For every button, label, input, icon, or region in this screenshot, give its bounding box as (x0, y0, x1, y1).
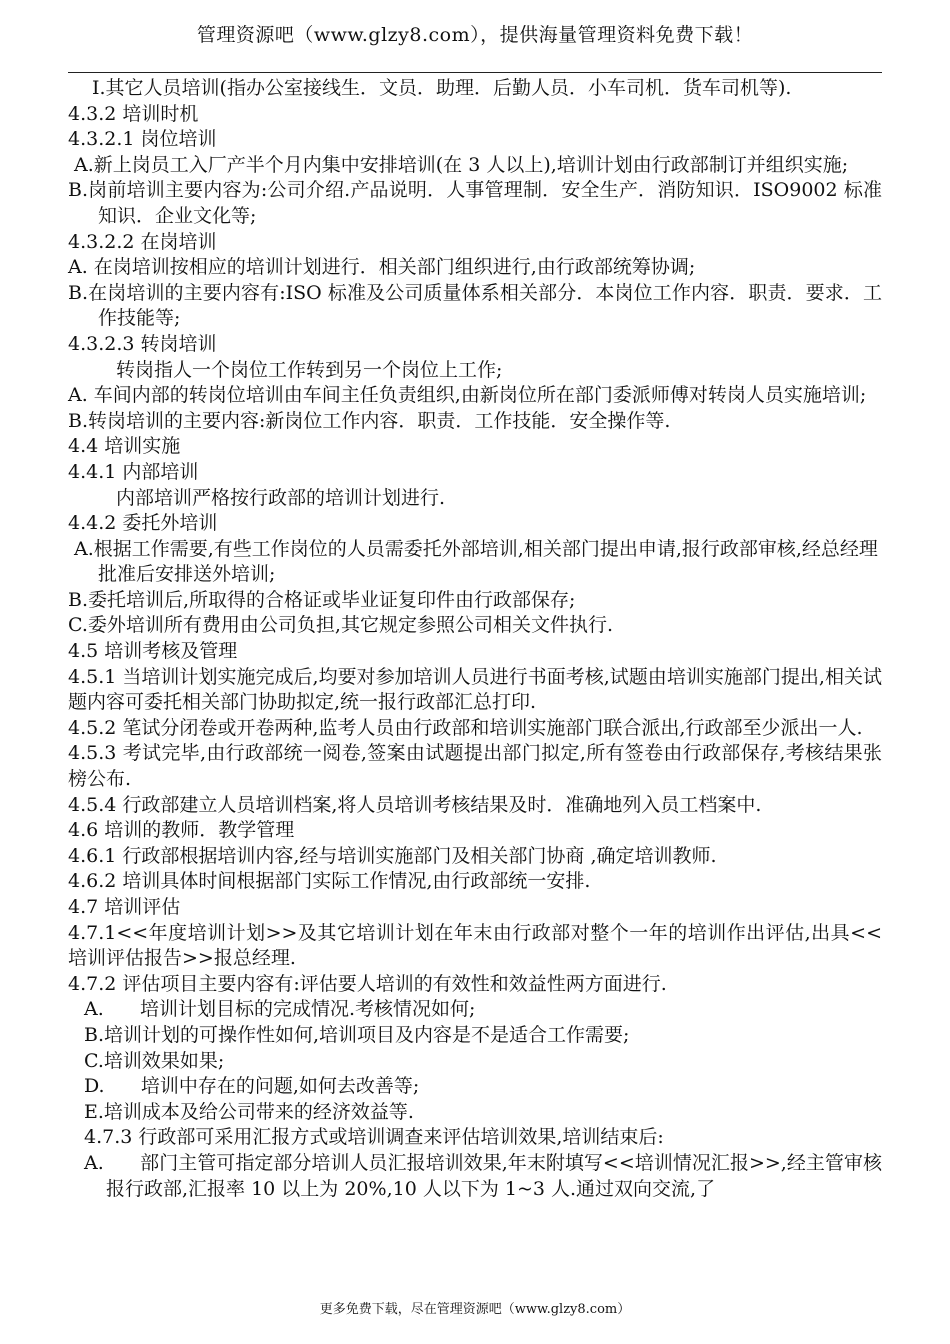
section-heading: 4.7 培训评估 (68, 896, 181, 918)
paragraph: 4.6.2 培训具体时间根据部门实际工作情况,由行政部统一安排. (68, 870, 591, 893)
list-item: C.委外培训所有费用由公司负担,其它规定参照公司相关文件执行. (68, 614, 613, 637)
list-item: B.培训计划的可操作性如何,培训项目及内容是不是适合工作需要; (84, 1023, 630, 1046)
section-heading: 4.6 培训的教师．教学管理 (68, 819, 295, 842)
list-item: B.岗前培训主要内容为:公司介绍.产品说明．人事管理制．安全生产．消防知识．ISO9002 标准知识．企业文化等; (68, 179, 882, 227)
list-item: B.在岗培训的主要内容有:ISO 标准及公司质量体系相关部分．本岗位工作内容．职责．要求．工作技能等; (68, 281, 882, 330)
section-heading: 4.5 培训考核及管理 (68, 640, 238, 663)
paragraph: 内部培训严格按行政部的培训计划进行. (116, 486, 446, 509)
section-heading: 4.3.2.3 转岗培训 (68, 332, 217, 355)
paragraph: I.其它人员培训(指办公室接线生．文员．助理．后勤人员．小车司机．货车司机等). (92, 77, 792, 99)
list-item: B.转岗培训的主要内容:新岗位工作内容．职责．工作技能．安全操作等. (68, 409, 671, 432)
list-item: C.培训效果如果; (84, 1049, 225, 1072)
paragraph: 4.6.1 行政部根据培训内容,经与培训实施部门及相关部门协商 ,确定培训教师. (68, 844, 717, 867)
section-heading: 4.4.1 内部培训 (68, 460, 199, 483)
header-rule (68, 72, 882, 73)
list-item: A.新上岗员工入厂产半个月内集中安排培训(在 3 人以上),培训计划由行政部制订并组织实施; (74, 153, 849, 176)
list-item: A. 部门主管可指定部分培训人员汇报培训效果,年末附填写<<培训情况汇报>>,经主管审核报行政部,汇报率 10 以上为 20%,10 人以下为 1~3 人.通过双向交流,了 (84, 1151, 882, 1200)
document-body (68, 76, 882, 1202)
section-heading: 4.3.2 培训时机 (68, 102, 199, 125)
paragraph: 4.7.2 评估项目主要内容有:评估要人培训的有效性和效益性两方面进行. (68, 972, 667, 995)
section-heading: 4.4 培训实施 (68, 435, 181, 458)
list-item: A. 培训计划目标的完成情况.考核情况如何; (84, 998, 476, 1021)
list-item: A. 在岗培训按相应的培训计划进行．相关部门组织进行,由行政部统筹协调; (68, 256, 696, 279)
paragraph: 4.7.1<<年度培训计划>>及其它培训计划在年末由行政部对整个一年的培训作出评估,出具<<培训评估报告>>报总经理. (68, 921, 882, 970)
page-footer: 更多免费下载，尽在管理资源吧（www.glzy8.com） (319, 1302, 631, 1317)
list-item: B.委托培训后,所取得的合格证或毕业证复印件由行政部保存; (68, 588, 576, 611)
list-item: E.培训成本及给公司带来的经济效益等. (84, 1100, 414, 1123)
section-heading: 4.4.2 委托外培训 (68, 512, 218, 535)
page-header: 管理资源吧（www.glzy8.com），提供海量管理资料免费下载！ (196, 24, 754, 46)
paragraph: 转岗指人一个岗位工作转到另一个岗位上工作; (116, 358, 503, 381)
list-item: D. 培训中存在的问题,如何去改善等; (84, 1075, 420, 1098)
section-heading: 4.3.2.1 岗位培训 (68, 128, 217, 151)
section-heading: 4.3.2.2 在岗培训 (68, 230, 217, 253)
list-item: A. 车间内部的转岗位培训由车间主任负责组织,由新岗位所在部门委派师傅对转岗人员实施培训; (68, 384, 867, 407)
paragraph: 4.5.4 行政部建立人员培训档案,将人员培训考核结果及时．准确地列入员工档案中. (68, 793, 762, 816)
paragraph: 4.7.3 行政部可采用汇报方式或培训调查来评估培训效果,培训结束后: (84, 1126, 664, 1149)
paragraph: 4.5.2 笔试分闭卷或开卷两种,监考人员由行政部和培训实施部门联合派出,行政部至少派出一人. (68, 716, 863, 739)
paragraph: 4.5.1 当培训计划实施完成后,均要对参加培训人员进行书面考核,试题由培训实施部门提出,相关试题内容可委托相关部门协助拟定,统一报行政部汇总打印. (68, 665, 882, 714)
list-item: A.根据工作需要,有些工作岗位的人员需委托外部培训,相关部门提出申请,报行政部审核,经总经理批准后安排送外培训; (74, 537, 878, 586)
paragraph: 4.5.3 考试完毕,由行政部统一阅卷,签案由试题提出部门拟定,所有签卷由行政部保存,考核结果张榜公布. (68, 742, 882, 791)
